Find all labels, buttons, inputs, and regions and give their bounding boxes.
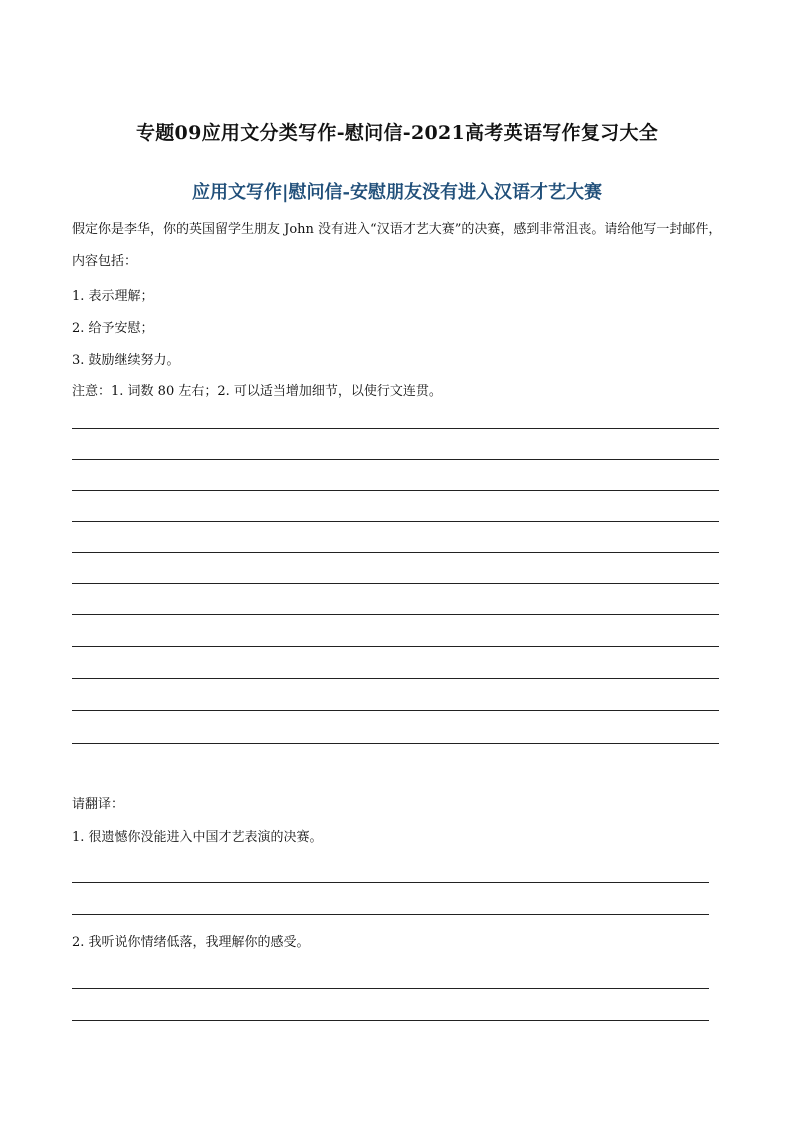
page-subtitle: 应用文写作|慰问信-安慰朋友没有进入汉语才艺大赛 [191,182,603,203]
translate-label: 请翻译： [72,797,125,812]
writing-line [72,459,719,460]
translate-item-1: 1. 很遗憾你没能进入中国才艺表演的决赛。 [72,830,323,845]
writing-line [72,646,719,647]
writing-prompt: 假定你是李华，你的英国留学生朋友 John 没有进入“汉语才艺大赛”的决赛，感到非常沮丧。请给他写一封邮件，内容包括： [72,222,722,269]
answer-line [72,1020,709,1021]
writing-line [72,428,719,429]
prompt-point-1: 1. 表示理解； [72,289,154,304]
writing-line [72,614,719,615]
writing-line [72,678,719,679]
writing-line [72,490,719,491]
writing-note: 注意：1. 词数 80 左右；2. 可以适当增加细节，以使行文连贯。 [72,384,442,399]
prompt-point-2: 2. 给予安慰； [72,321,154,336]
answer-line [72,988,709,989]
page-title: 专题09应用文分类写作-慰问信-2021高考英语写作复习大全 [135,122,659,144]
writing-line [72,743,719,744]
writing-line [72,552,719,553]
writing-line [72,710,719,711]
prompt-point-3: 3. 鼓励继续努力。 [72,353,180,368]
answer-line [72,914,709,915]
writing-line [72,521,719,522]
writing-line [72,583,719,584]
translate-item-2: 2. 我听说你情绪低落，我理解你的感受。 [72,935,310,950]
answer-line [72,882,709,883]
